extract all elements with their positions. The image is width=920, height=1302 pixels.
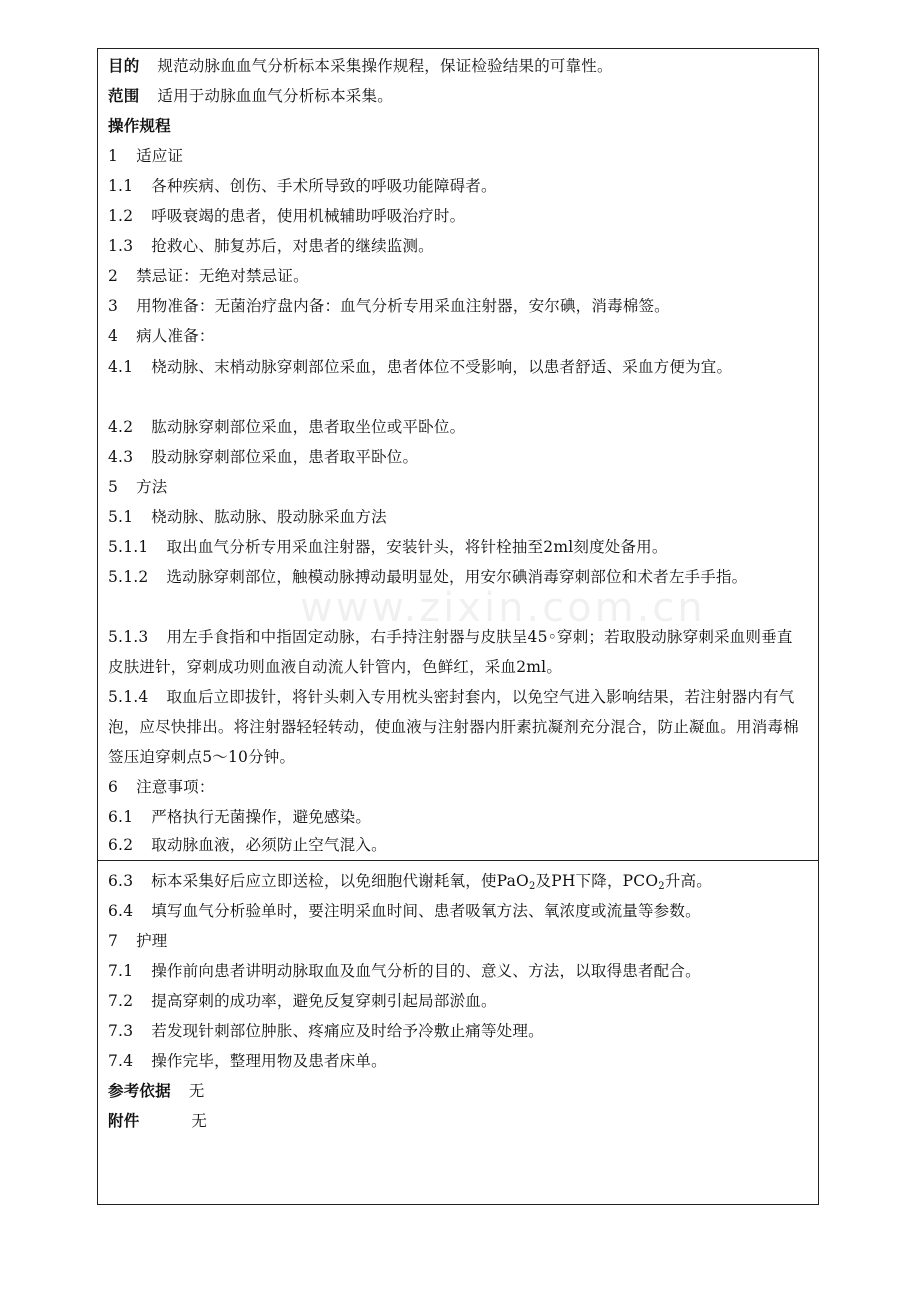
list-item: 6.4 填写血气分析验单时，要注明采血时间、患者吸氧方法、氧浓度或流量等参数。 — [108, 902, 701, 920]
list-item: 5.1 桡动脉、肱动脉、股动脉采血方法 — [108, 508, 387, 526]
list-item: 1.3 抢救心、肺复苏后，对患者的继续监测。 — [108, 237, 434, 255]
attachment-text: 无 — [191, 1112, 208, 1130]
list-item: 4.1 桡动脉、末梢动脉穿刺部位采血，患者体位不受影响，以患者舒适、采血方便为宜。 — [108, 358, 733, 376]
list-item: 7.4 操作完毕，整理用物及患者床单。 — [108, 1052, 387, 1070]
page-divider — [97, 860, 819, 861]
list-item: 5.1.1 取出血气分析专用采血注射器，安装针头，将针栓抽至2ml刻度处备用。 — [108, 538, 668, 556]
watermark: www.zixin.com.cn — [300, 585, 706, 631]
list-item: 7.1 操作前向患者讲明动脉取血及血气分析的目的、意义、方法，以取得患者配合。 — [108, 962, 701, 980]
list-item: 5 方法 — [108, 478, 168, 496]
list-item: 2 禁忌证：无绝对禁忌证。 — [108, 267, 309, 285]
scope-label: 范围 — [108, 87, 140, 105]
purpose-label: 目的 — [108, 57, 140, 75]
list-item: 7.3 若发现针刺部位肿胀、疼痛应及时给予冷敷止痛等处理。 — [108, 1022, 544, 1040]
list-item: 4 病人准备： — [108, 327, 215, 345]
list-item: 7 护理 — [108, 932, 168, 950]
list-item: 6.3 标本采集好后应立即送检，以免细胞代谢耗氧，使PaO$_2$及PH下降，$PCO_2$升高。 — [108, 872, 712, 892]
purpose-text: 规范动脉血血气分析标本采集操作规程，保证检验结果的可靠性。 — [157, 57, 613, 75]
list-item: 4.3 股动脉穿刺部位采血，患者取平卧位。 — [108, 448, 419, 466]
attachment-label: 附件 — [108, 1112, 140, 1130]
list-item: 7.2 提高穿刺的成功率，避免反复穿刺引起局部淤血。 — [108, 992, 497, 1010]
scope-row — [108, 85, 393, 107]
list-item: 6.1 严格执行无菌操作，避免感染。 — [108, 808, 372, 826]
attachment-row — [108, 1110, 207, 1132]
list-item: 5.1.4 取血后立即拔针，将针头刺入专用枕头密封套内，以免空气进入影响结果，若注射器内有气泡，应尽快排出。将注射器轻轻转动，使血液与注射器内肝素抗凝剂充分混合，防止凝血。用消毒棉签压迫穿刺点5～10分钟。 — [108, 688, 799, 766]
procedure-heading: 操作规程 — [108, 117, 171, 135]
list-item: 3 用物准备：无菌治疗盘内备：血气分析专用采血注射器，安尔碘，消毒棉签。 — [108, 297, 670, 315]
list-item: 1.2 呼吸衰竭的患者，使用机械辅助呼吸治疗时。 — [108, 207, 466, 225]
list-item: 6 注意事项： — [108, 778, 215, 796]
scope-text: 适用于动脉血血气分析标本采集。 — [157, 87, 393, 105]
reference-row — [108, 1080, 205, 1102]
purpose-row — [108, 55, 613, 77]
list-item: 5.1.2 选动脉穿刺部位，触模动脉搏动最明显处，用安尔碘消毒穿刺部位和术者左手手指。 — [108, 568, 748, 586]
list-item: 4.2 肱动脉穿刺部位采血，患者取坐位或平卧位。 — [108, 418, 466, 436]
reference-text: 无 — [188, 1082, 205, 1100]
list-item: 5.1.3 用左手食指和中指固定动脉，右手持注射器与皮肤呈45◦穿刺；若取股动脉穿刺采血则垂直皮肤进针，穿刺成功则血液自动流人针管内，色鲜红，采血2ml。 — [108, 628, 793, 676]
list-item: 1 适应证 — [108, 147, 184, 165]
reference-label: 参考依据 — [108, 1082, 171, 1100]
list-item: 6.2 取动脉血液，必须防止空气混入。 — [108, 836, 387, 854]
list-item: 1.1 各种疾病、创伤、手术所导致的呼吸功能障碍者。 — [108, 177, 497, 195]
